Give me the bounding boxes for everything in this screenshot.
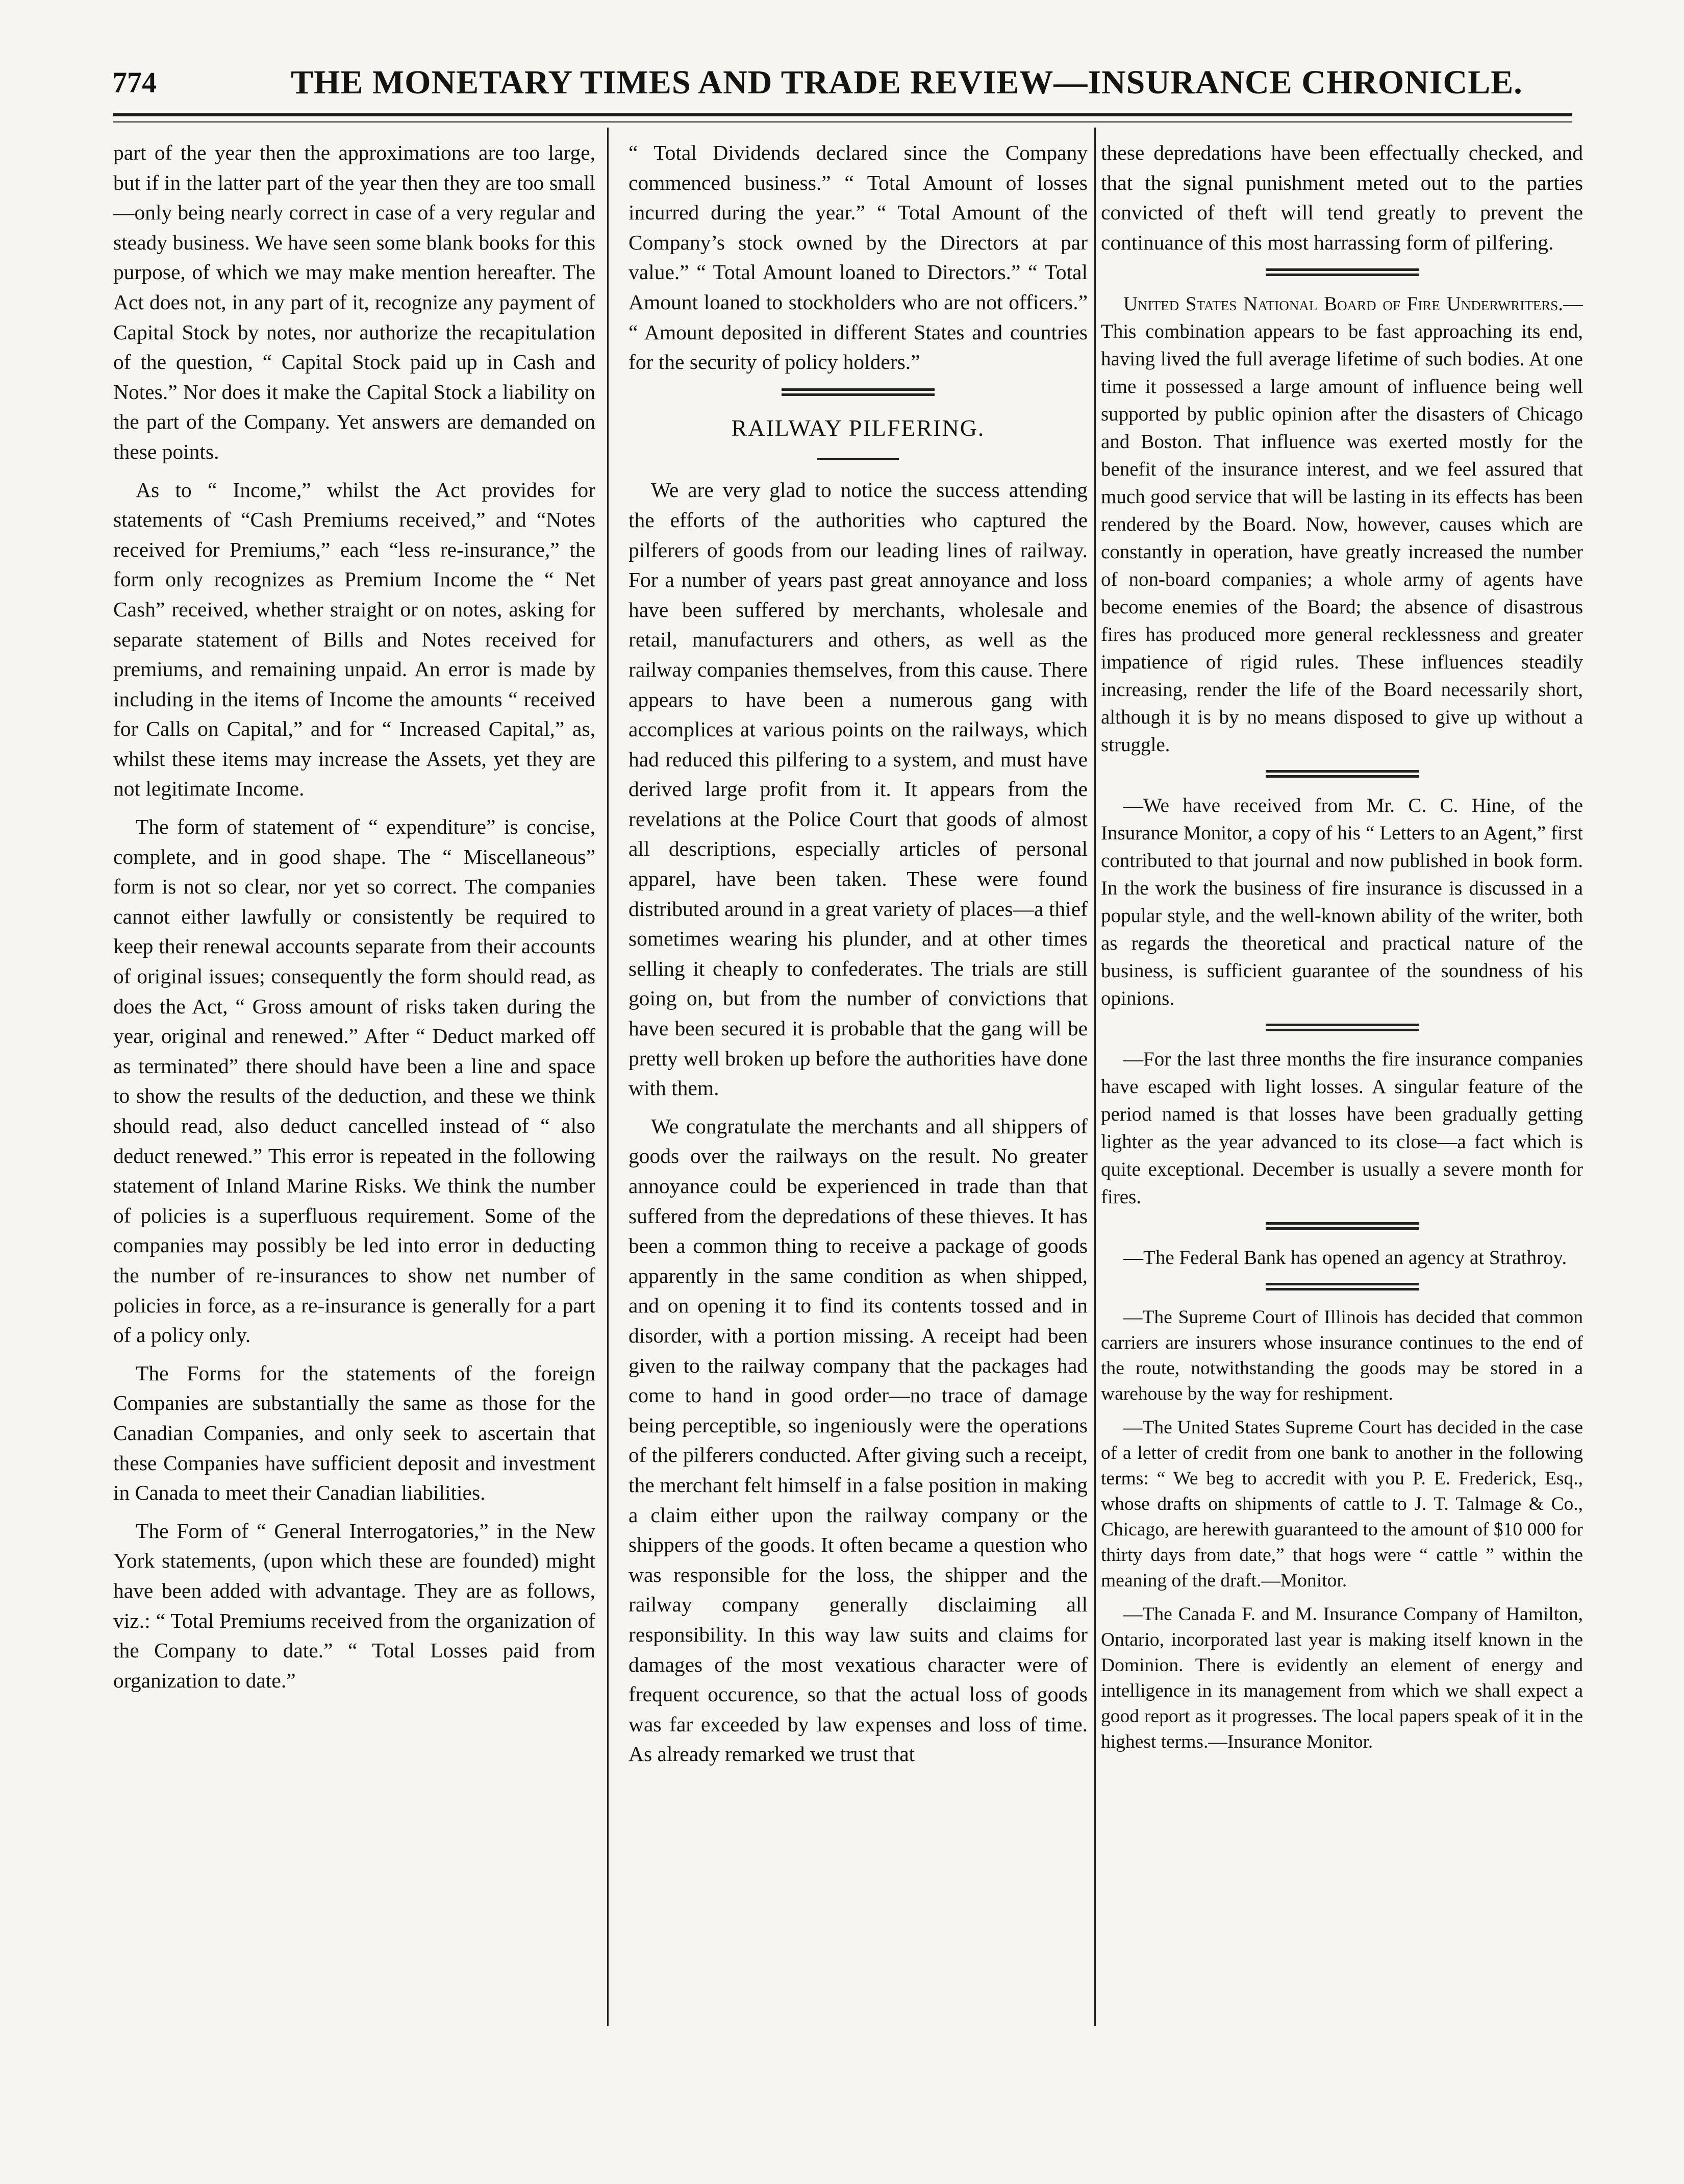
paragraph: these depredations have been effectually checked, and that the signal punishment meted out to the parties convicted of theft will tend greatly to prevent the continuance of this most harrassing form of pilfering. [1101, 141, 1583, 254]
column-3 [1101, 138, 1583, 2026]
section-divider [1266, 1222, 1419, 1230]
item-lead: United States National Board of Fire Underwriters. [1123, 293, 1563, 315]
paragraph: We are very glad to notice the success attending the efforts of the authorities who captured the pilferers of goods from our leading lines of railway. For a number of years past great annoyance and loss have been suffered by merchants, wholesale and retail, manufacturers and others, as well as the railway companies themselves, from this cause. There appears to have been a numerous gang with accomplices at various points on the railways, which had reduced this pilfering to a system, and must have derived large profit from it. It appears from the revelations at the Police Court that goods of almost all descriptions, especially articles of personal apparel, have been taken. These were found distributed around in a great variety of places—a thief sometimes wearing his plunder, and at other times selling it cheaply to confederates. The trials are still going on, but from the number of convictions that have been secured it is probable that the gang will be pretty well broken up before the authorities have done with them. [629, 478, 1088, 1100]
section-divider [1266, 770, 1419, 778]
masthead-title: THE MONETARY TIMES AND TRADE REVIEW—INSURANCE CHRONICLE. [291, 64, 1523, 101]
page-header [112, 60, 1597, 106]
section-divider [1266, 268, 1419, 276]
paragraph: —The United States Supreme Court has decided in the case of a letter of credit from one bank to another in the following terms: “ We beg to accredit with you P. E. Frederick, Esq., whose drafts on shipments of cattle to J. T. Talmage & Co., Chicago, are herewith guaranteed to the amount of $10 000 for thirty days from date,” that hogs were “ cattle ” within the meaning of the draft.—Monitor. [1101, 1417, 1583, 1592]
column-1 [113, 138, 595, 2026]
header-rule-thin [113, 121, 1572, 122]
section-divider [1266, 1024, 1419, 1031]
header-rule [113, 113, 1572, 116]
paragraph: The Form of “ General Interrogatories,” in the New York statements, (upon which these are founded) might have been added with advantage. They are as follows, viz.: “ Total Premiums received from the organization of the Company to date.” “ Total Losses paid from organization to date.” [113, 1519, 595, 1692]
paragraph: —For the last three months the fire insurance companies have escaped with light losses. A singular feature of the period named is that losses have been gradually getting lighter as the year advanced to its close—a fact which is quite exceptional. December is usually a severe month for fires. [1101, 1048, 1583, 1208]
paragraph: —The Federal Bank has opened an agency at Strathroy. [1123, 1247, 1567, 1269]
section-divider [1266, 1283, 1419, 1290]
section-divider [782, 388, 935, 396]
column-divider-2 [1094, 128, 1096, 2026]
paragraph: —We have received from Mr. C. C. Hine, of the Insurance Monitor, a copy of his “ Letters to an Agent,” first contributed to that journal and now published in book form. In the work the business of fire insurance is discussed in a popular style, and the well-known ability of the writer, both as regards the theoretical and practical nature of the business, is sufficient guarantee of the soundness of his opinions. [1101, 795, 1583, 1010]
paragraph [1101, 290, 1583, 759]
paragraph: The Forms for the statements of the foreign Companies are substantially the same as those for the Canadian Companies, and only seek to ascertain that these Companies have sufficient deposit and investment in Canada to meet their Canadian liabilities. [113, 1361, 595, 1505]
paragraph: “ Total Dividends declared since the Company commenced business.” “ Total Amount of losses incurred during the year.” “ Total Amount of the Company’s stock owned by the Directors at par value.” “ Total Amount loaned to Directors.” “ Total Amount loaned to stockholders who are not officers.” “ Amount deposited in different States and countries for the security of policy holders.” [629, 141, 1088, 374]
heading-underline [817, 458, 899, 460]
article-heading: RAILWAY PILFERING. [731, 414, 985, 441]
item-text: —This combination appears to be fast approaching its end, having lived the full average lifetime of such bodies. At one time it possessed a large amount of influence being well supported by public opinion after the disasters of Chicago and Boston. That influence was exerted mostly for the benefit of the insurance interest, and we feel assured that much good service that will be lasting in its effects has been rendered by the Board. Now, however, causes which are constantly in operation, have greatly increased the number of non-board companies; a whole army of agents have become enemies of the Board; the absence of disastrous fires has produced more general recklessness and greater impatience of rigid rules. These influences steadily increasing, render the life of the Board necessarily short, although it is by no means disposed to give up without a struggle. [1101, 293, 1583, 756]
paragraph: —The Canada F. and M. Insurance Company of Hamilton, Ontario, incorporated last year is making itself known in the Dominion. There is evidently an element of energy and intelligence in its management from which we shall expect a good report as it progresses. The local papers speak of it in the highest terms.—Insurance Monitor. [1101, 1604, 1583, 1753]
paragraph: We congratulate the merchants and all shippers of goods over the railways on the result. No greater annoyance could be experienced in trade than that suffered from the depredations of these thieves. It has been a common thing to receive a package of goods apparently in the same condition as when shipped, and on opening it to find its contents tossed and in disorder, with a portion missing. A receipt had been given to the railway company that the packages had come to hand in good order—no trace of damage being perceptible, so ingeniously were the operations of the pilferers conducted. After giving such a receipt, the merchant felt himself in a false position in making a claim either upon the railway company or the shippers of the goods. It often became a question who was responsible for the loss, the shipper and the railway company generally disclaiming all responsibility. In this way law suits and claims for damages of the most vexatious character were of frequent occurence, so that the actual loss of goods was far exceeded by law expenses and loss of time. As already remarked we trust that [629, 1114, 1088, 1766]
column-2 [629, 138, 1088, 2026]
paragraph: The form of statement of “ expenditure” is concise, complete, and in good shape. The “ Miscellaneous” form is not so clear, nor yet so correct. The companies cannot either lawfully or consistently be required to keep their renewal accounts separate from their accounts of original issues; consequently the form should read, as does the Act, “ Gross amount of risks taken during the year, original and renewed.” After “ Deduct marked off as terminated” there should have been a line and space to show the results of the deduction, and these we think should read, also deduct cancelled instead of “ also deduct renewed.” This error is repeated in the following statement of Inland Marine Risks. We think the number of policies is a superfluous requirement. Some of the companies may possibly be led into error in deducting the number of re-insurances to show net number of policies in force, as a re-insurance is generally for a part of a policy only. [113, 815, 595, 1347]
page-number: 774 [112, 66, 157, 99]
paragraph: —The Supreme Court of Illinois has decided that common carriers are insurers whose insurance continues to the end of the route, notwithstanding the goods may be stored in a warehouse by the way for reshipment. [1101, 1307, 1583, 1405]
paragraph: part of the year then the approximations are too large, but if in the latter part of the year then they are too small—only being nearly correct in case of a very regular and steady business. We have seen some blank books for this purpose, of which we may make mention hereafter. The Act does not, in any part of it, recognize any payment of Capital Stock by notes, nor authorize the recapitulation of the question, “ Capital Stock paid up in Cash and Notes.” Nor does it make the Capital Stock a liability on the part of the Company. Yet answers are demanded on these points. [113, 141, 595, 463]
column-divider-1 [607, 128, 609, 2026]
paragraph: As to “ Income,” whilst the Act provides for statements of “Cash Premiums received,” and “Notes received for Premiums,” each “less re-insurance,” the form only recognizes as Premium Income the “ Net Cash” received, whether straight or on notes, asking for separate statement of Bills and Notes received for premiums, and remaining unpaid. An error is made by including in the items of Income the amounts “ received for Calls on Capital,” and for “ Increased Capital,” as, whilst these items may increase the Assets, yet they are not legitimate Income. [113, 478, 595, 801]
